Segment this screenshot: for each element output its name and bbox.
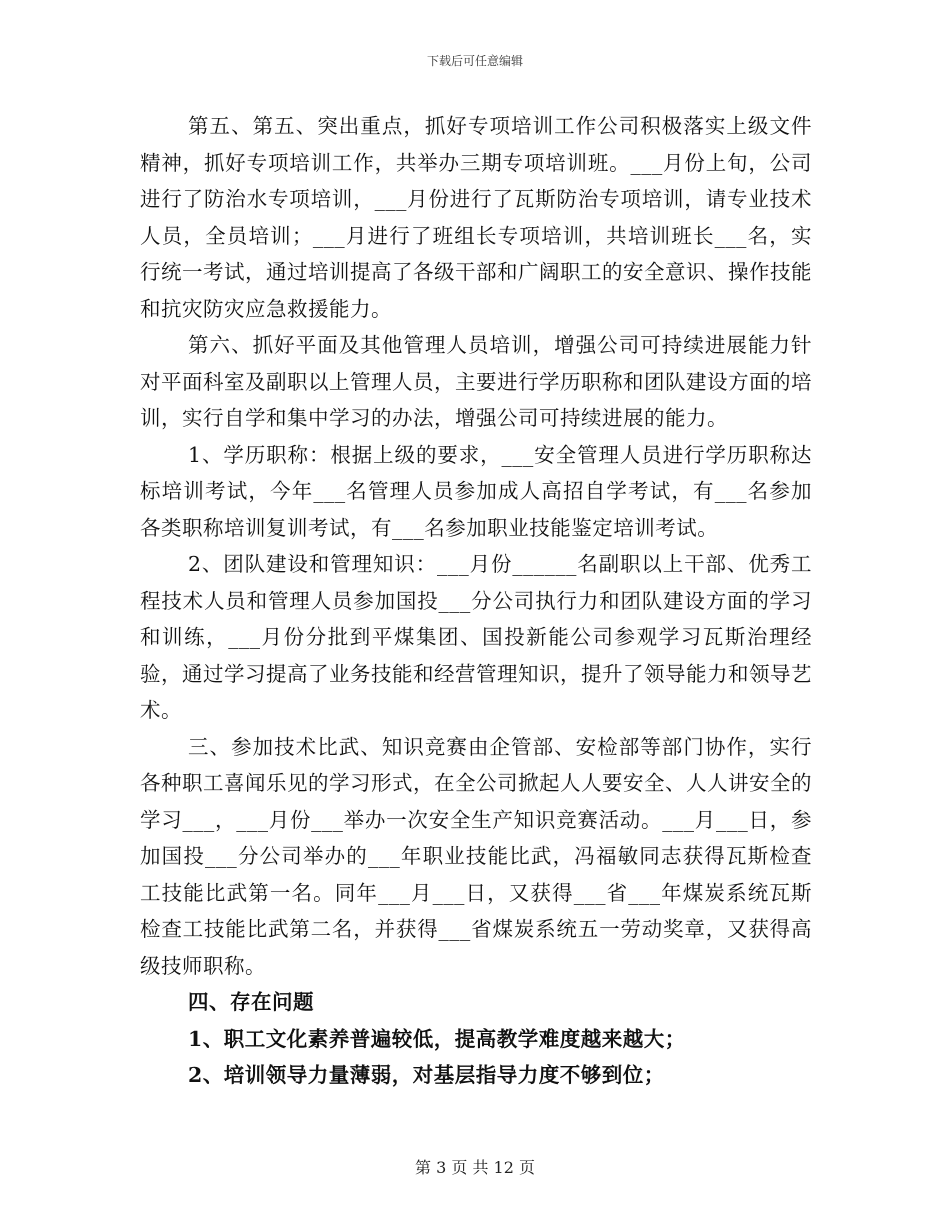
section-heading-problems: 四、存在问题 — [188, 990, 314, 1014]
page-header: 下载后可任意编辑 — [426, 54, 523, 68]
document-body — [140, 108, 812, 1094]
paragraph-fifth-item: 第五、第五、突出重点，抓好专项培训工作公司积极落实上级文件精神，抓好专项培训工作，共举办三期专项培训班。___月份上旬，公司进行了防治水专项培训，___月份进行了瓦斯防治专项培训，请专业技术人员，全员培训；___月进行了班组长专项培训，共培训班长___名，实行统一考试，通过培训提高了各级干部和广阔职工的安全意识、操作技能和抗灾防灾应急救援能力。 — [140, 114, 812, 321]
paragraph-team-building: 2、团队建设和管理知识：___月份______名副职以上干部、优秀工程技术人员和管理人员参加国投___分公司执行力和团队建设方面的学习和训练，___月份分批到平煤集团、国投新能公司参观学习瓦斯治理经验，通过学习提高了业务技能和经营管理知识，提升了领导能力和领导艺术。 — [140, 552, 812, 722]
problem-item-2: 2、培训领导力量薄弱，对基层指导力度不够到位； — [188, 1063, 665, 1087]
paragraph-skill-competition: 三、参加技术比武、知识竞赛由企管部、安检部等部门协作，实行各种职工喜闻乐见的学习形式，在全公司掀起人人要安全、人人讲安全的学习___，___月份___举办一次安全生产知识竞赛活动。___月___日，参加国投___分公司举办的___年职业技能比武，冯福敏同志获得瓦斯检查工技能比武第一名。同年___月___日，又获得___省___年煤炭系统瓦斯检查工技能比武第二名，并获得___省煤炭系统五一劳动奖章，又获得高级技师职称。 — [140, 734, 812, 978]
paragraph-education-titles: 1、学历职称：根据上级的要求，___安全管理人员进行学历职称达标培训考试，今年___名管理人员参加成人高招自学考试，有___名参加各类职称培训复训考试，有___名参加职业技能鉴定培训考试。 — [140, 442, 812, 540]
paragraph-sixth-item: 第六、抓好平面及其他管理人员培训，增强公司可持续进展能力针对平面科室及副职以上管理人员，主要进行学历职称和团队建设方面的培训，实行自学和集中学习的办法，增强公司可持续进展的能力。 — [140, 333, 812, 430]
page-number: 第 3 页 共 12 页 — [415, 1158, 535, 1177]
problem-item-1: 1、职工文化素养普遍较低，提高教学难度越来越大； — [188, 1026, 686, 1051]
